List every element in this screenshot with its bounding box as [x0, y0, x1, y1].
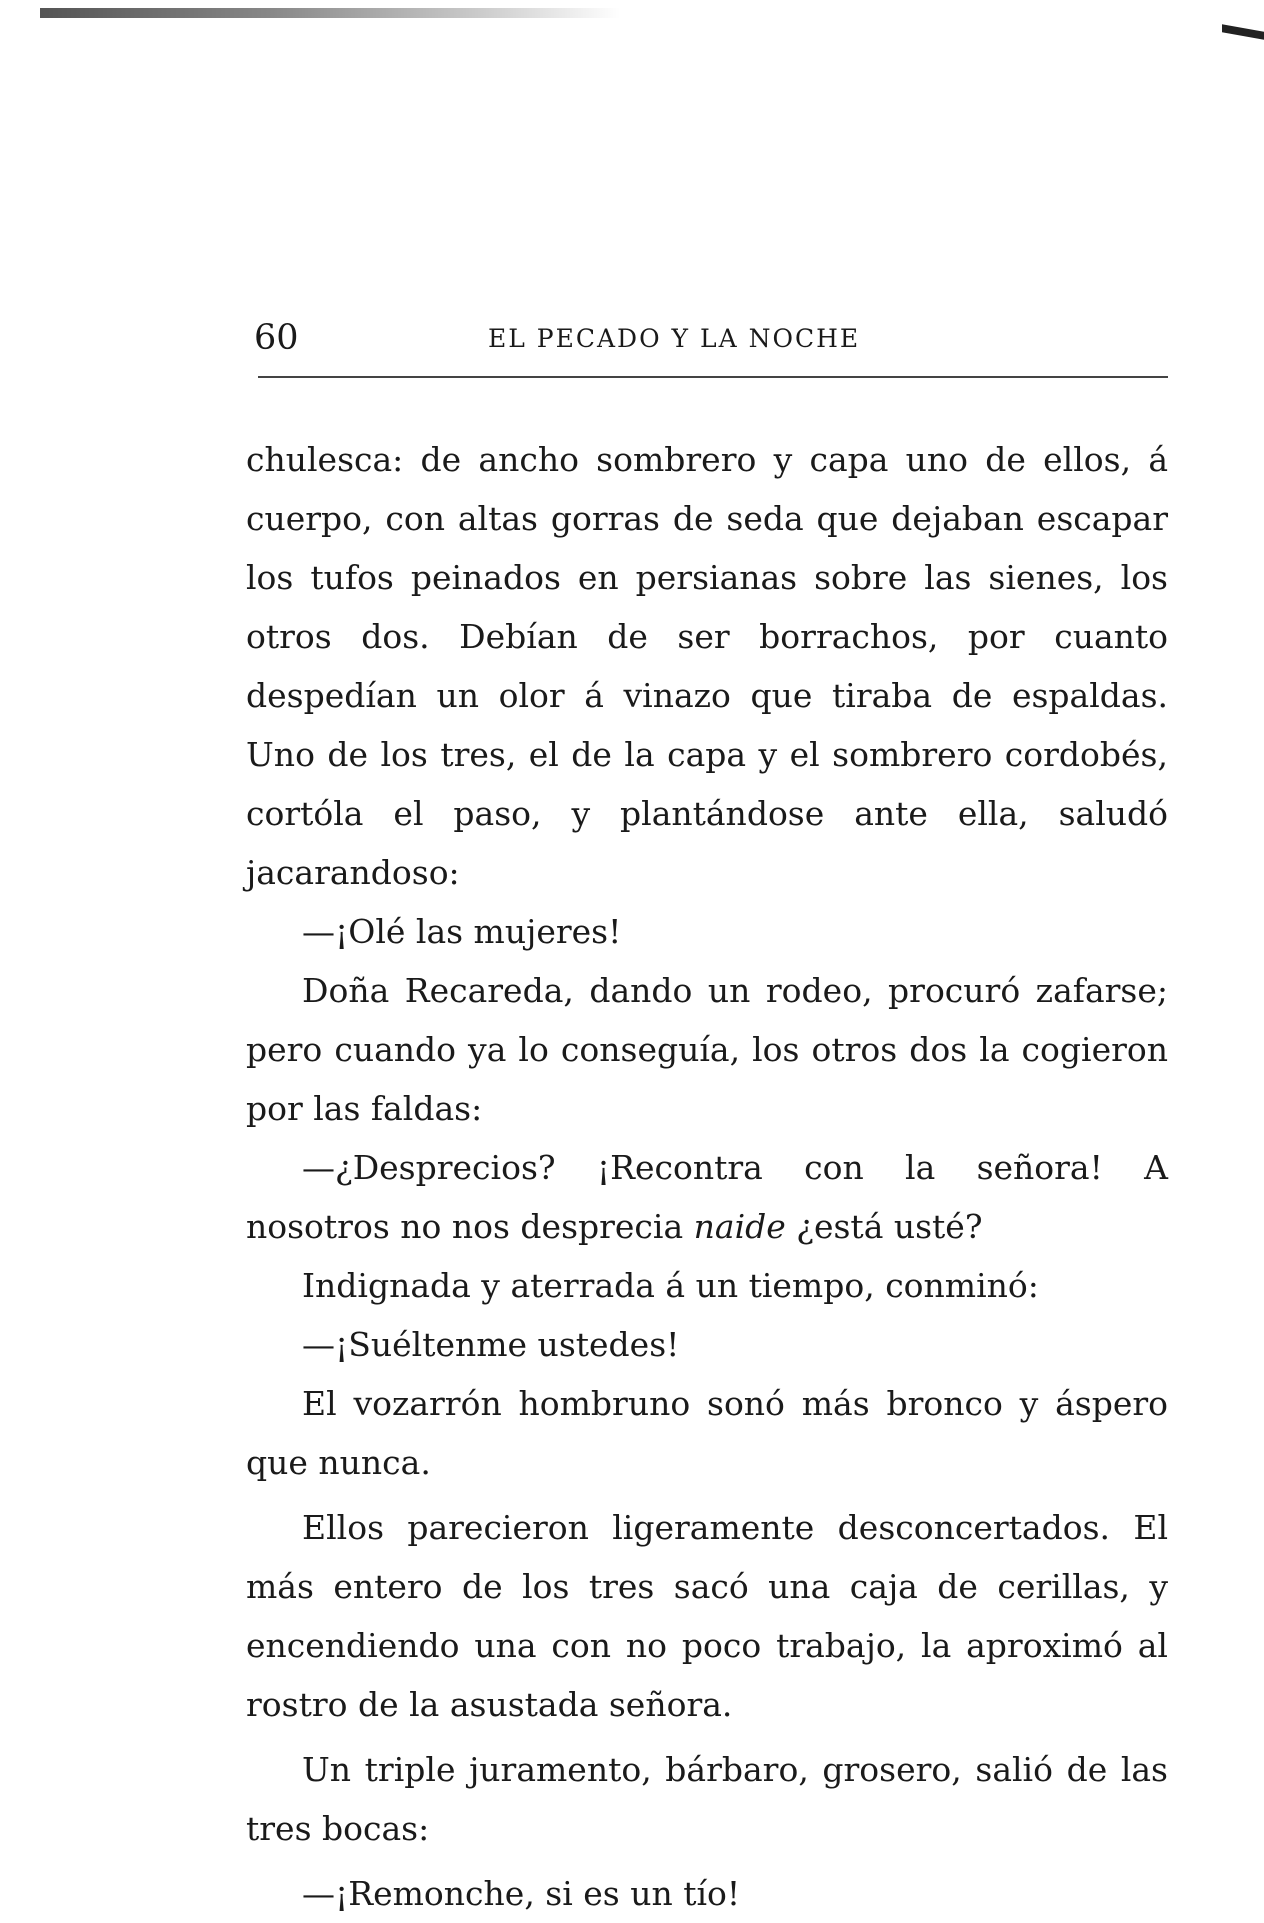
scan-corner-mark — [1222, 24, 1264, 39]
paragraph: Un triple juramento, bárbaro, grosero, salió de las tres bocas: — [246, 1750, 1168, 1848]
book-title: EL PECADO Y LA NOCHE — [488, 324, 861, 353]
dialogue-text: —¿Desprecios? ¡Recontra con la señora! A nosotros no nos desprecia — [246, 1148, 1168, 1246]
italic-word: naide — [693, 1207, 786, 1246]
paragraph: El vozarrón hombruno sonó más bronco y áspero que nunca. — [246, 1384, 1168, 1482]
page-number: 60 — [254, 318, 299, 358]
paragraph: Ellos parecieron ligeramente desconcertados. El más entero de los tres sacó una caja de cerillas, y encendiendo una con no poco trabajo, la aproximó al rostro de la asustada señora. — [246, 1508, 1168, 1724]
body-text — [246, 430, 1168, 1923]
paragraph: Indignada y aterrada á un tiempo, conminó: — [302, 1266, 1039, 1305]
dialogue-line: —¡Remonche, si es un tío! — [302, 1874, 741, 1913]
scan-edge-artifact — [40, 8, 620, 18]
running-head — [254, 313, 1166, 365]
dialogue-text: ¿está usté? — [785, 1207, 983, 1246]
dialogue-line — [246, 1138, 1168, 1256]
paragraph-continued: chulesca: de ancho sombrero y capa uno de ellos, á cuerpo, con altas gorras de seda que dejaban escapar los tufos peinados en persianas sobre las sienes, los otros dos. Debían de ser borrachos, por cuanto despedían un olor á vinazo que tiraba de espaldas. Uno de los tres, el de la capa y el sombrero cordobés, cortóla el paso, y plantándose ante ella, saludó jacarandoso: — [246, 440, 1168, 892]
dialogue-line: —¡Suéltenme ustedes! — [302, 1325, 680, 1364]
dialogue-line: —¡Olé las mujeres! — [302, 912, 622, 951]
header-rule — [258, 376, 1168, 378]
paragraph: Doña Recareda, dando un rodeo, procuró zafarse; pero cuando ya lo conseguía, los otros dos la cogieron por las faldas: — [246, 971, 1168, 1128]
